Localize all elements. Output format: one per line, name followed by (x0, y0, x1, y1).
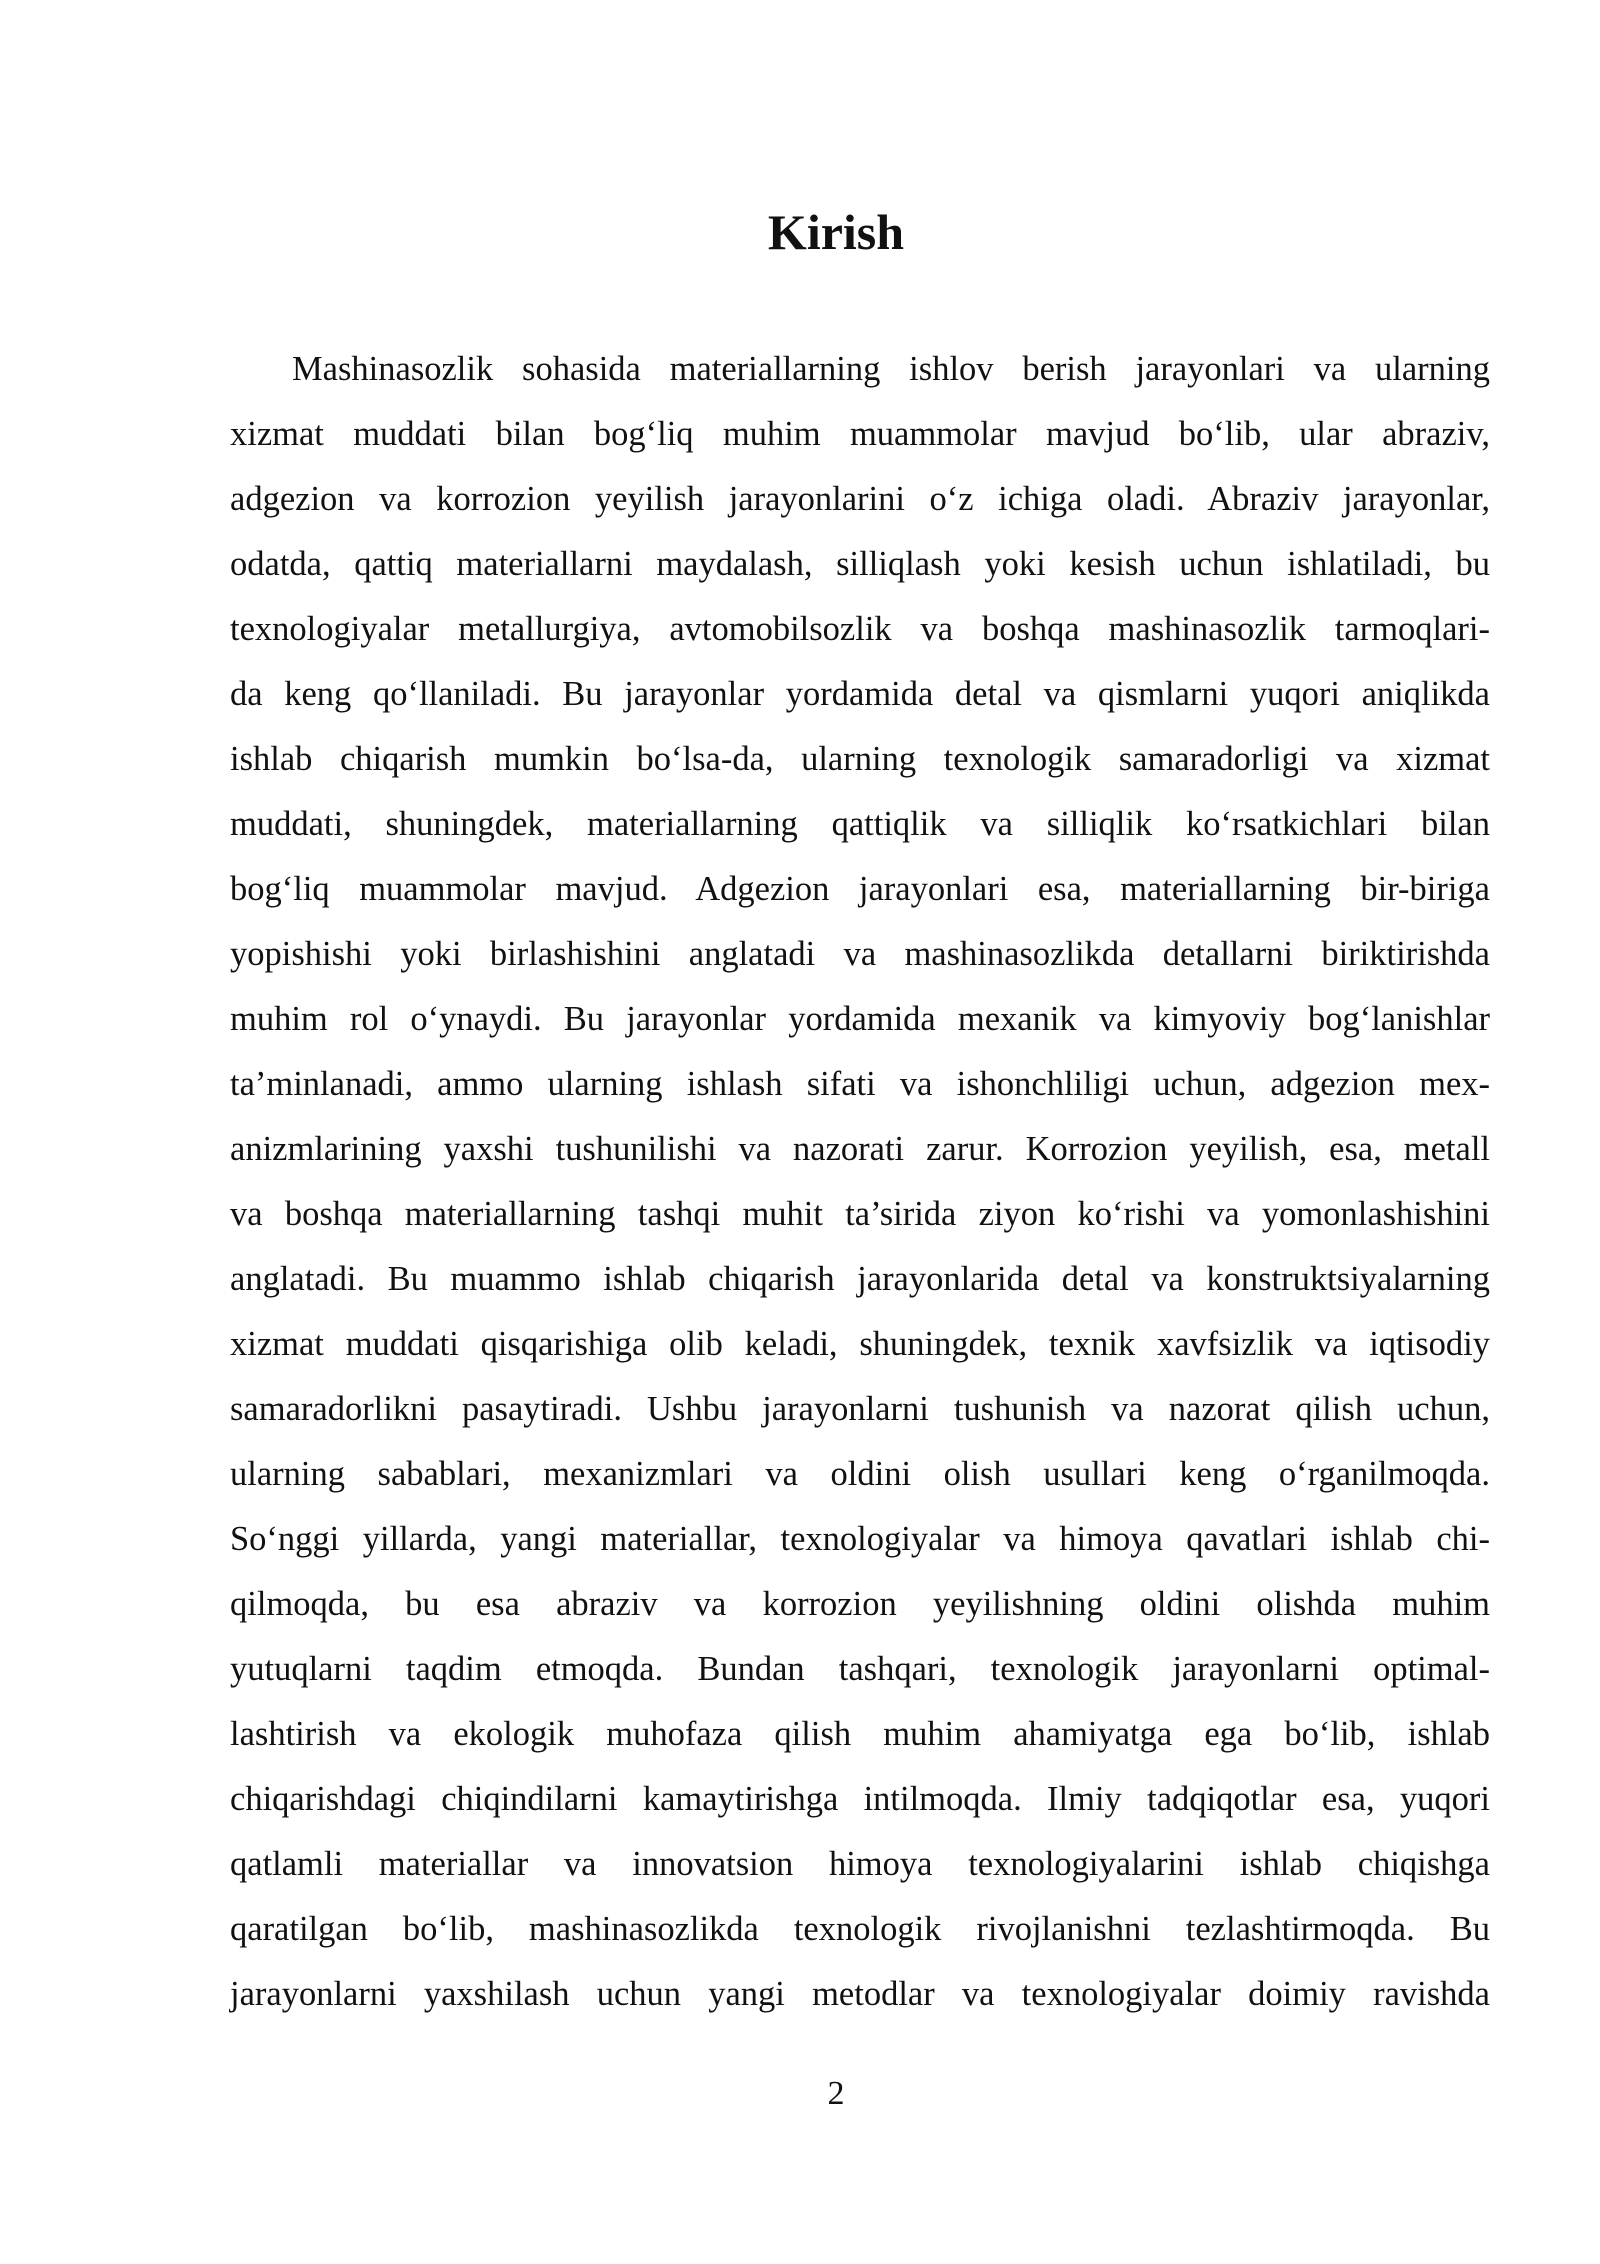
text-line: qaratilgan bo‘lib, mashinasozlikda texnologik rivojlanishni tezlashtirmoqda. Bu (230, 1910, 1490, 1948)
text-line: yutuqlarni taqdim etmoqda. Bundan tashqari, texnologik jarayonlarni optimal- (230, 1650, 1490, 1688)
text-line: lashtirish va ekologik muhofaza qilish muhim ahamiyatga ega bo‘lib, ishlab (230, 1715, 1490, 1753)
text-line: samaradorlikni pasaytiradi. Ushbu jarayonlarni tushunish va nazorat qilish uchun, (230, 1390, 1490, 1428)
text-line: ularning sabablari, mexanizmlari va oldini olish usullari keng o‘rganilmoqda. (230, 1455, 1490, 1493)
text-line: bog‘liq muammolar mavjud. Adgezion jarayonlari esa, materiallarning bir-biriga (230, 870, 1490, 908)
text-line: muhim rol o‘ynaydi. Bu jarayonlar yordamida mexanik va kimyoviy bog‘lanishlar (230, 1000, 1490, 1038)
text-line: yopishishi yoki birlashishini anglatadi va mashinasozlikda detallarni biriktirishda (230, 935, 1490, 973)
text-line: xizmat muddati bilan bog‘liq muhim muammolar mavjud bo‘lib, ular abraziv, (230, 415, 1490, 453)
text-line: Mashinasozlik sohasida materiallarning ishlov berish jarayonlari va ularning (292, 350, 1490, 388)
body-paragraph (230, 337, 1490, 2027)
text-line: muddati, shuningdek, materiallarning qattiqlik va silliqlik ko‘rsatkichlari bilan (230, 805, 1490, 843)
text-line: va boshqa materiallarning tashqi muhit ta’sirida ziyon ko‘rishi va yomonlashishini (230, 1195, 1490, 1233)
text-line: adgezion va korrozion yeyilish jarayonlarini o‘z ichiga oladi. Abraziv jarayonlar, (230, 480, 1490, 518)
text-line: jarayonlarni yaxshilash uchun yangi metodlar va texnologiyalar doimiy ravishda (230, 1975, 1490, 2013)
page-title: Kirish (767, 204, 905, 260)
text-line: qilmoqda, bu esa abraziv va korrozion yeyilishning oldini olishda muhim (230, 1585, 1490, 1623)
text-line: anglatadi. Bu muammo ishlab chiqarish jarayonlarida detal va konstruktsiyalarning (230, 1260, 1490, 1298)
text-line: xizmat muddati qisqarishiga olib keladi, shuningdek, texnik xavfsizlik va iqtisodiy (230, 1325, 1490, 1363)
page-number: 2 (827, 2075, 845, 2112)
text-line: ishlab chiqarish mumkin bo‘lsa-da, ularning texnologik samaradorligi va xizmat (230, 740, 1490, 778)
text-line: odatda, qattiq materiallarni maydalash, silliqlash yoki kesish uchun ishlatiladi, bu (230, 545, 1490, 583)
text-line: So‘nggi yillarda, yangi materiallar, texnologiyalar va himoya qavatlari ishlab chi- (230, 1520, 1490, 1558)
text-line: anizmlarining yaxshi tushunilishi va nazorati zarur. Korrozion yeyilish, esa, metall (230, 1130, 1490, 1168)
text-line: da keng qo‘llaniladi. Bu jarayonlar yordamida detal va qismlarni yuqori aniqlikda (230, 675, 1490, 713)
text-line: ta’minlanadi, ammo ularning ishlash sifati va ishonchliligi uchun, adgezion mex- (230, 1065, 1490, 1103)
text-line: texnologiyalar metallurgiya, avtomobilsozlik va boshqa mashinasozlik tarmoqlari- (230, 610, 1490, 648)
text-line: chiqarishdagi chiqindilarni kamaytirishga intilmoqda. Ilmiy tadqiqotlar esa, yuqori (230, 1780, 1490, 1818)
text-line: qatlamli materiallar va innovatsion himoya texnologiyalarini ishlab chiqishga (230, 1845, 1490, 1883)
